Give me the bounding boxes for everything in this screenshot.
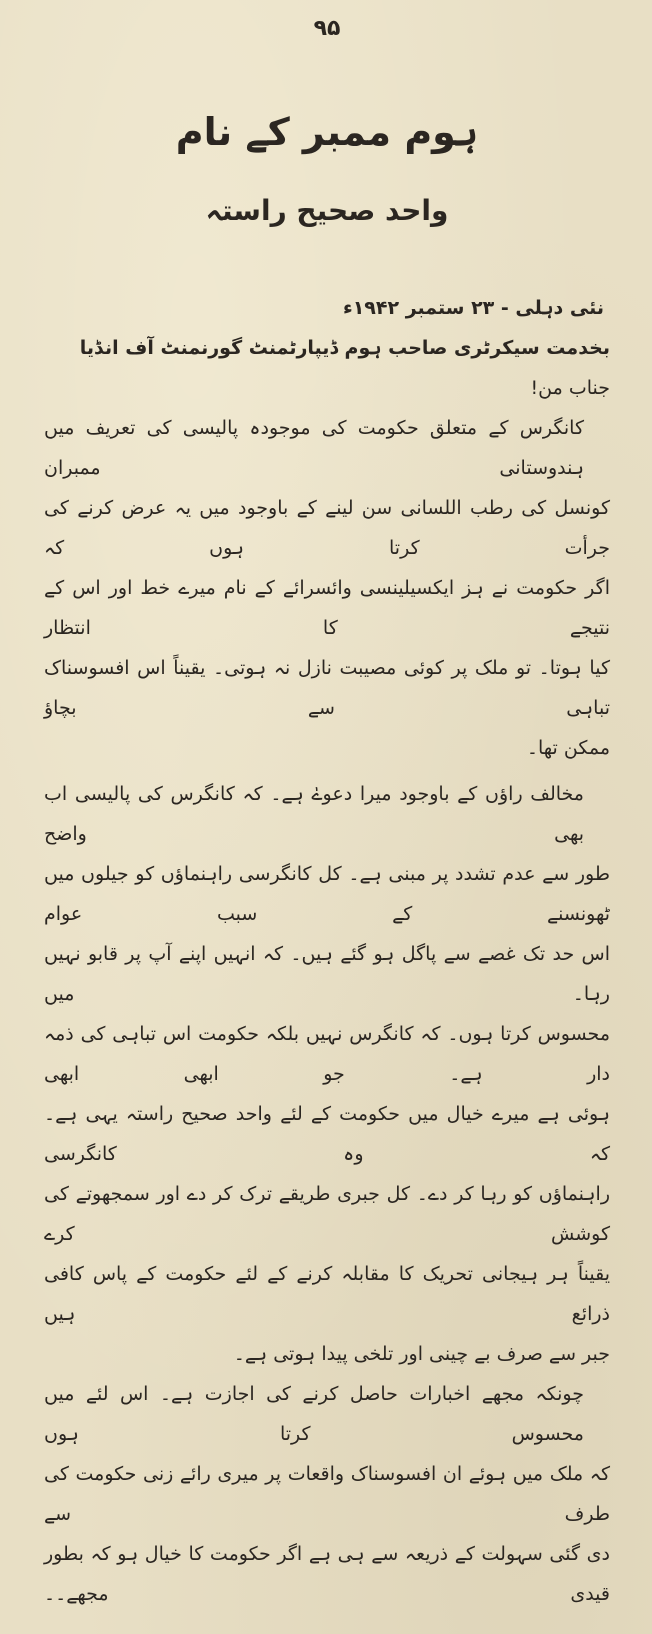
- letter-subtitle: واحد صحیح راستہ: [205, 194, 449, 227]
- paragraph-line: طور سے عدم تشدد پر مبنی ہے۔ کل کانگرسی راہنماؤں کو جیلوں میں ٹھونسنے کے سبب عوام: [44, 863, 610, 925]
- dateline: نئی دہلی - ۲۳ ستمبر ۱۹۴۲ء: [342, 297, 604, 319]
- paragraph-line: یقیناً ہر ہیجانی تحریک کا مقابلہ کرنے کے لئے حکومت کے پاس کافی ذرائع ہیں: [44, 1263, 610, 1325]
- letter-title: ہوم ممبر کے نام: [175, 110, 479, 154]
- paragraph-line: مخالف راؤں کے باوجود میرا دعوےٰ ہے۔ کہ کانگرس کی پالیسی اب بھی واضح: [44, 783, 584, 845]
- paragraph-line: چونکہ مجھے اخبارات حاصل کرنے کی اجازت ہے۔ اس لئے میں محسوس کرتا ہوں: [44, 1383, 584, 1445]
- page-number: ۹۵: [313, 16, 341, 41]
- paragraph-line: دی گئی سہولت کے ذریعہ سے ہی ہے اگر حکومت کا خیال ہو کہ بطور قیدی مجھے۔۔: [44, 1543, 610, 1605]
- salutation: جناب من!: [530, 377, 610, 399]
- paragraph-line: ہوئی ہے میرے خیال میں حکومت کے لئے واحد صحیح راستہ یہی ہے۔ کہ وہ کانگرسی: [44, 1103, 610, 1165]
- paragraph-line: کہ ملک میں ہوئے ان افسوسناک واقعات پر میری رائے زنی حکومت کی طرف سے: [44, 1463, 610, 1525]
- paragraph-line: اس حد تک غصے سے پاگل ہو گئے ہیں۔ کہ انہیں اپنے آپ پر قابو نہیں رہا۔ میں: [44, 943, 610, 1005]
- paragraph-line: کونسل کی رطب اللسانی سن لینے کے باوجود میں یہ عرض کرنے کی جرأت کرتا ہوں کہ: [44, 497, 610, 559]
- paragraph-line: اگر حکومت نے ہز ایکسیلینسی وائسرائے کے نام میرے خط اور اس کے نتیجے کا انتظار: [44, 577, 610, 639]
- paragraph-line: راہنماؤں کو رہا کر دے۔ کل جبری طریقے ترک کر دے اور سمجھوتے کی کوشش کرے: [44, 1183, 610, 1245]
- paragraph-line: کیا ہوتا۔ تو ملک پر کوئی مصیبت نازل نہ ہوتی۔ یقیناً اس افسوسناک تباہی سے بچاؤ: [44, 657, 610, 719]
- paragraph-line: کانگرس کے متعلق حکومت کی موجودہ پالیسی کی تعریف میں ہندوستانی ممبران: [44, 417, 584, 479]
- paragraph-line: محسوس کرتا ہوں۔ کہ کانگرس نہیں بلکہ حکومت اس تباہی کی ذمہ دار ہے۔ جو ابھی ابھی: [44, 1023, 610, 1085]
- address-line: بخدمت سیکرٹری صاحب ہوم ڈیپارٹمنٹ گورنمنٹ آف انڈیا: [79, 337, 610, 359]
- paragraph-line: ممکن تھا۔: [526, 737, 610, 759]
- paragraph-line: جبر سے صرف بے چینی اور تلخی پیدا ہوتی ہے۔: [233, 1343, 610, 1365]
